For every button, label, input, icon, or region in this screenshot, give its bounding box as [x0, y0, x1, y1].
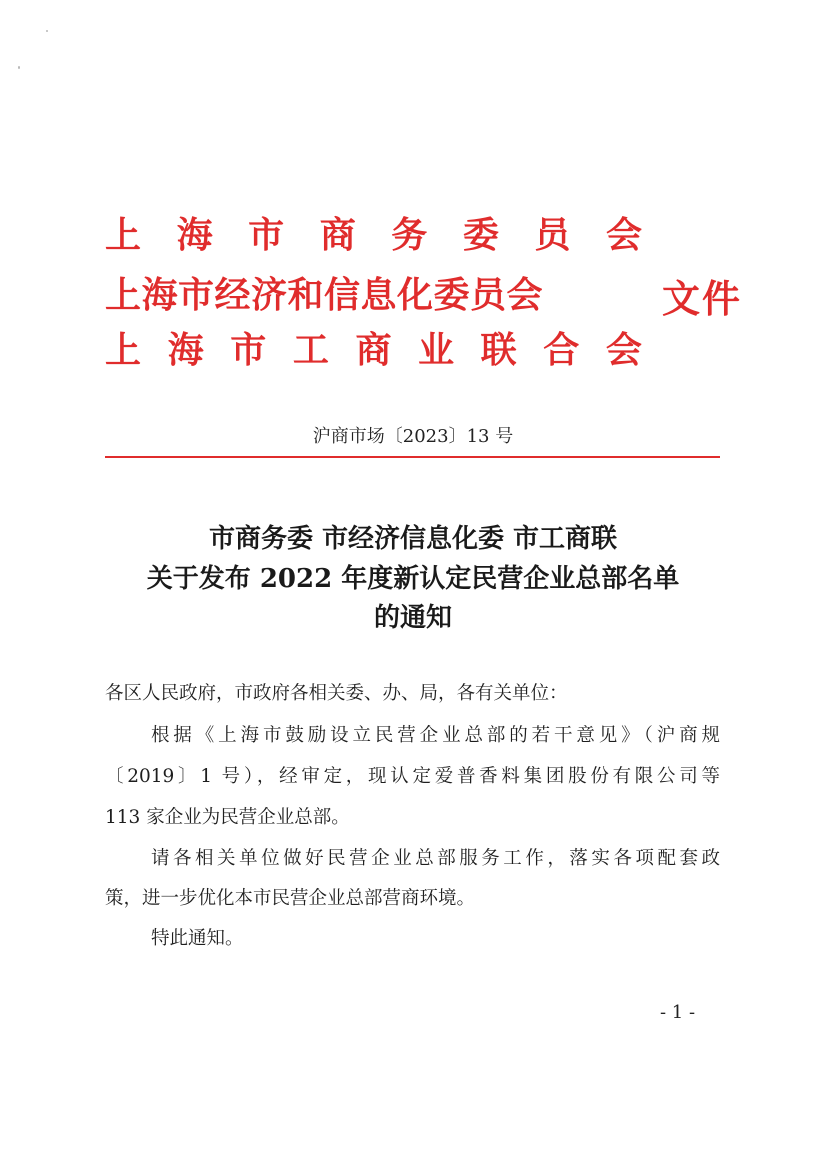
issuer-line-federation-of-industry-commerce: 上 海 市 工 商 业 联 合 会	[105, 330, 642, 371]
notice-title-line-3: 的通知	[373, 603, 452, 633]
paragraph-2-line-2: 策，进一步优化本市民营企业总部营商环境。	[105, 888, 476, 909]
issuer-line-economy-informatization-commission: 上海市经济和信息化委员会	[105, 275, 544, 316]
notice-title-line-2: 关于发布 2022 年度新认定民营企业总部名单	[146, 564, 680, 594]
salutation: 各区人民政府，市政府各相关委、办、局，各有关单位：	[105, 683, 568, 704]
scan-speck	[46, 30, 48, 32]
paragraph-2-line-1: 请各相关单位做好民营企业总部服务工作，落实各项配套政	[151, 848, 720, 869]
paragraph-1-line-3: 113 家企业为民营企业总部。	[105, 807, 350, 828]
issuer-line-commerce-commission: 上 海 市 商 务 委 员 会	[105, 215, 642, 256]
notice-title-line-1: 市商务委 市经济信息化委 市工商联	[208, 524, 618, 554]
page-number: - 1 -	[660, 1002, 696, 1023]
red-divider	[105, 456, 720, 458]
paragraph-1-line-2: 〔2019〕1 号），经审定，现认定爱普香料集团股份有限公司等	[105, 766, 720, 787]
scan-speck	[18, 66, 20, 69]
closing-statement: 特此通知。	[151, 928, 244, 949]
document-number: 沪商市场〔2023〕13 号	[312, 426, 514, 447]
paragraph-1-line-1: 根据《上海市鼓励设立民营企业总部的若干意见》（沪商规	[151, 725, 720, 746]
file-label: 文件	[662, 277, 743, 321]
